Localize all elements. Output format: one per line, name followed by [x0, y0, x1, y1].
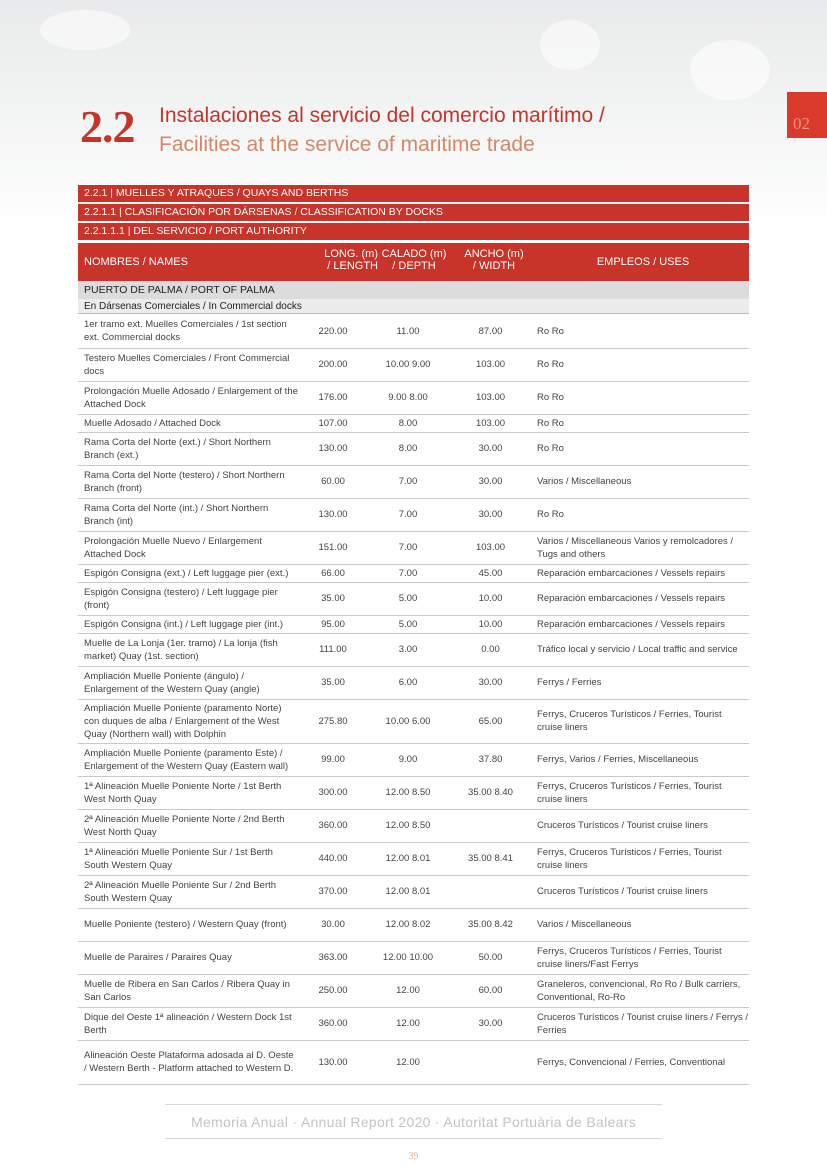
width-cell: 103.00 [448, 531, 533, 564]
table-row [78, 974, 749, 1007]
background-texture [40, 10, 130, 50]
table-heading-level-2: 2.2.1.1 | CLASIFICACIÓN POR DÁRSENAS / CLASSIFICATION BY DOCKS [78, 204, 749, 221]
table-row [78, 666, 749, 699]
use-cell: Ferrys, Cruceros Turísticos / Ferries, Tourist cruise liners [533, 842, 749, 875]
use-cell: Cruceros Turísticos / Tourist cruise liners / Ferrys / Ferries [533, 1007, 749, 1040]
depth-cell: 12.00 [368, 1007, 448, 1040]
quay-name-cell: Testero Muelles Comerciales / Front Commercial docs [78, 348, 298, 381]
depth-cell: 12.00 8.01 [368, 842, 448, 875]
width-cell: 0.00 [448, 633, 533, 666]
port-group-row: PUERTO DE PALMA / PORT OF PALMA [78, 281, 749, 299]
use-cell: Ferrys, Cruceros Turísticos / Ferries, Tourist cruise liners [533, 776, 749, 809]
table-row [78, 809, 749, 842]
width-cell: 103.00 [448, 348, 533, 381]
width-cell: 30.00 [448, 1007, 533, 1040]
use-cell: Ro Ro [533, 348, 749, 381]
table-column-headers [78, 243, 749, 281]
use-cell: Varios / Miscellaneous [533, 908, 749, 941]
section-title-english: Facilities at the service of maritime trade [159, 133, 535, 156]
length-cell: 35.00 [298, 666, 368, 699]
quay-name-cell: Muelle de La Lonja (1er. tramo) / La lonja (fish market) Quay (1st. section) [78, 633, 298, 666]
use-cell: Ferrys, Varios / Ferries, Miscellaneous [533, 743, 749, 776]
length-cell: 99.00 [298, 743, 368, 776]
use-cell: Reparación embarcaciones / Vessels repairs [533, 564, 749, 582]
quay-name-cell: Ampliación Muelle Poniente (paramento Norte) con duques de alba / Enlargement of the West Quay (Northern wall) with Dolphin [78, 699, 298, 743]
length-cell: 107.00 [298, 414, 368, 432]
length-cell: 220.00 [298, 315, 368, 348]
use-cell: Varios / Miscellaneous Varios y remolcadores / Tugs and others [533, 531, 749, 564]
length-cell: 66.00 [298, 564, 368, 582]
depth-cell: 7.00 [368, 498, 448, 531]
depth-cell: 10.00 6.00 [368, 699, 448, 743]
depth-cell: 6.00 [368, 666, 448, 699]
table-row [78, 1007, 749, 1040]
quay-name-cell: Dique del Oeste 1ª alineación / Western Dock 1st Berth [78, 1007, 298, 1040]
length-cell: 95.00 [298, 615, 368, 633]
quay-name-cell: Rama Corta del Norte (testero) / Short Northern Branch (front) [78, 465, 298, 498]
table-row [78, 315, 749, 348]
use-cell: Ro Ro [533, 432, 749, 465]
quay-name-cell: 2ª Alineación Muelle Poniente Norte / 2nd Berth West North Quay [78, 809, 298, 842]
chapter-tab [787, 92, 827, 138]
width-cell: 103.00 [448, 414, 533, 432]
footer-text: Memoria Anual · Annual Report 2020 · Autoritat Portuària de Balears [190, 1114, 636, 1130]
table-row [78, 875, 749, 908]
footer-rule [165, 1138, 662, 1139]
table-row [78, 414, 749, 432]
section-number: 2.2 [80, 101, 135, 152]
quay-name-cell: Rama Corta del Norte (ext.) / Short Northern Branch (ext.) [78, 432, 298, 465]
use-cell: Reparación embarcaciones / Vessels repairs [533, 615, 749, 633]
depth-cell: 10.00 9.00 [368, 348, 448, 381]
length-cell: 200.00 [298, 348, 368, 381]
use-cell: Ferrys, Convencional / Ferries, Conventional [533, 1040, 749, 1084]
length-cell: 30.00 [298, 908, 368, 941]
use-cell: Reparación embarcaciones / Vessels repairs [533, 582, 749, 615]
use-cell: Cruceros Turísticos / Tourist cruise liners [533, 809, 749, 842]
quay-name-cell: 1ª Alineación Muelle Poniente Norte / 1st Berth West North Quay [78, 776, 298, 809]
column-header-uses: EMPLEOS / USES [596, 256, 690, 268]
quay-name-cell: 2ª Alineación Muelle Poniente Sur / 2nd Berth South Western Quay [78, 875, 298, 908]
width-cell: 30.00 [448, 465, 533, 498]
background-texture [690, 40, 770, 100]
length-cell: 176.00 [298, 381, 368, 414]
length-cell: 111.00 [298, 633, 368, 666]
section-title-spanish: Instalaciones al servicio del comercio marítimo / [159, 104, 605, 127]
length-cell: 275.80 [298, 699, 368, 743]
quays-table [78, 315, 749, 1085]
depth-cell: 8.00 [368, 432, 448, 465]
length-cell: 35.00 [298, 582, 368, 615]
use-cell: Ferrys, Cruceros Turísticos / Ferries, Tourist cruise liners [533, 699, 749, 743]
use-cell: Varios / Miscellaneous [533, 465, 749, 498]
use-cell: Graneleros, convencional, Ro Ro / Bulk carriers, Conventional, Ro-Ro [533, 974, 749, 1007]
width-cell: 10.00 [448, 615, 533, 633]
width-cell: 65.00 [448, 699, 533, 743]
quay-name-cell: Muelle Poniente (testero) / Western Quay (front) [78, 908, 298, 941]
table-row [78, 531, 749, 564]
quay-name-cell: Rama Corta del Norte (int.) / Short Northern Branch (int) [78, 498, 298, 531]
length-cell: 130.00 [298, 432, 368, 465]
length-cell: 360.00 [298, 809, 368, 842]
table-row [78, 1040, 749, 1084]
width-cell: 10.00 [448, 582, 533, 615]
table-heading-level-3: 2.2.1.1.1 | DEL SERVICIO / PORT AUTHORITY [78, 223, 749, 240]
depth-cell: 7.00 [368, 531, 448, 564]
quay-name-cell: 1ª Alineación Muelle Poniente Sur / 1st Berth South Western Quay [78, 842, 298, 875]
length-cell: 250.00 [298, 974, 368, 1007]
footer-rule [165, 1104, 662, 1105]
column-header-names: NOMBRES / NAMES [84, 256, 188, 268]
length-cell: 370.00 [298, 875, 368, 908]
table-row [78, 908, 749, 941]
quay-name-cell: Ampliación Muelle Poniente (ángulo) / Enlargement of the Western Quay (angle) [78, 666, 298, 699]
use-cell: Ro Ro [533, 498, 749, 531]
width-cell: 35.00 8.42 [448, 908, 533, 941]
use-cell: Ferrys / Ferries [533, 666, 749, 699]
quay-name-cell: 1er tramo ext. Muelles Comerciales / 1st section ext. Commercial docks [78, 315, 298, 348]
width-cell: 37.80 [448, 743, 533, 776]
table-row [78, 743, 749, 776]
depth-cell: 9.00 8.00 [368, 381, 448, 414]
depth-cell: 5.00 [368, 582, 448, 615]
table-row [78, 348, 749, 381]
width-cell: 50.00 [448, 941, 533, 974]
depth-cell: 11.00 [368, 315, 448, 348]
quay-name-cell: Muelle de Paraires / Paraires Quay [78, 941, 298, 974]
subgroup-row: En Dársenas Comerciales / In Commercial docks [78, 299, 749, 314]
table-row [78, 842, 749, 875]
column-header-depth: CALADO (m) / DEPTH [381, 248, 447, 272]
quay-name-cell: Muelle de Ribera en San Carlos / Ribera Quay in San Carlos [78, 974, 298, 1007]
table-row [78, 615, 749, 633]
length-cell: 130.00 [298, 498, 368, 531]
width-cell: 35.00 8.40 [448, 776, 533, 809]
table-row [78, 941, 749, 974]
chapter-tab-label: 02 [793, 114, 810, 133]
table-row [78, 465, 749, 498]
quay-name-cell: Espigón Consigna (int.) / Left luggage pier (int.) [78, 615, 298, 633]
depth-cell: 12.00 8.50 [368, 776, 448, 809]
depth-cell: 8.00 [368, 414, 448, 432]
column-header-width: ANCHO (m) / WIDTH [464, 248, 524, 272]
depth-cell: 12.00 8.02 [368, 908, 448, 941]
width-cell: 30.00 [448, 666, 533, 699]
width-cell: 45.00 [448, 564, 533, 582]
depth-cell: 7.00 [368, 465, 448, 498]
table-row [78, 582, 749, 615]
length-cell: 360.00 [298, 1007, 368, 1040]
width-cell: 103.00 [448, 381, 533, 414]
width-cell [448, 1040, 533, 1084]
length-cell: 130.00 [298, 1040, 368, 1084]
table-row [78, 432, 749, 465]
quay-name-cell: Prolongación Muelle Adosado / Enlargement of the Attached Dock [78, 381, 298, 414]
depth-cell: 12.00 [368, 1040, 448, 1084]
length-cell: 300.00 [298, 776, 368, 809]
use-cell: Cruceros Turísticos / Tourist cruise liners [533, 875, 749, 908]
width-cell: 30.00 [448, 498, 533, 531]
width-cell [448, 809, 533, 842]
table-row [78, 564, 749, 582]
depth-cell: 7.00 [368, 564, 448, 582]
depth-cell: 5.00 [368, 615, 448, 633]
depth-cell: 3.00 [368, 633, 448, 666]
quay-name-cell: Espigón Consigna (ext.) / Left luggage pier (ext.) [78, 564, 298, 582]
column-header-length: LONG. (m) / LENGTH [324, 248, 378, 272]
width-cell: 60.00 [448, 974, 533, 1007]
table-row [78, 381, 749, 414]
quay-name-cell: Muelle Adosado / Attached Dock [78, 414, 298, 432]
width-cell: 30.00 [448, 432, 533, 465]
table-heading-level-1: 2.2.1 | MUELLES Y ATRAQUES / QUAYS AND BERTHS [78, 185, 749, 202]
length-cell: 151.00 [298, 531, 368, 564]
length-cell: 363.00 [298, 941, 368, 974]
use-cell: Ferrys, Cruceros Turísticos / Ferries, Tourist cruise liners/Fast Ferrys [533, 941, 749, 974]
length-cell: 60.00 [298, 465, 368, 498]
use-cell: Tráfico local y servicio / Local traffic and service [533, 633, 749, 666]
page-number: 39 [408, 1151, 419, 1162]
quay-name-cell: Prolongación Muelle Nuevo / Enlargement Attached Dock [78, 531, 298, 564]
table-row [78, 498, 749, 531]
length-cell: 440.00 [298, 842, 368, 875]
quay-name-cell: Espigón Consigna (testero) / Left luggage pier (front) [78, 582, 298, 615]
use-cell: Ro Ro [533, 414, 749, 432]
table-row [78, 776, 749, 809]
depth-cell: 12.00 [368, 974, 448, 1007]
use-cell: Ro Ro [533, 315, 749, 348]
depth-cell: 12.00 10.00 [368, 941, 448, 974]
quay-name-cell: Alineación Oeste Plataforma adosada al D. Oeste / Western Berth - Platform attached to Western D. [78, 1040, 298, 1084]
width-cell [448, 875, 533, 908]
depth-cell: 12.00 8.01 [368, 875, 448, 908]
depth-cell: 9.00 [368, 743, 448, 776]
table-row [78, 699, 749, 743]
width-cell: 87.00 [448, 315, 533, 348]
width-cell: 35.00 8.41 [448, 842, 533, 875]
depth-cell: 12.00 8.50 [368, 809, 448, 842]
table-row [78, 633, 749, 666]
background-texture [540, 20, 600, 70]
use-cell: Ro Ro [533, 381, 749, 414]
quay-name-cell: Ampliación Muelle Poniente (paramento Este) / Enlargement of the Western Quay (Eastern wall) [78, 743, 298, 776]
